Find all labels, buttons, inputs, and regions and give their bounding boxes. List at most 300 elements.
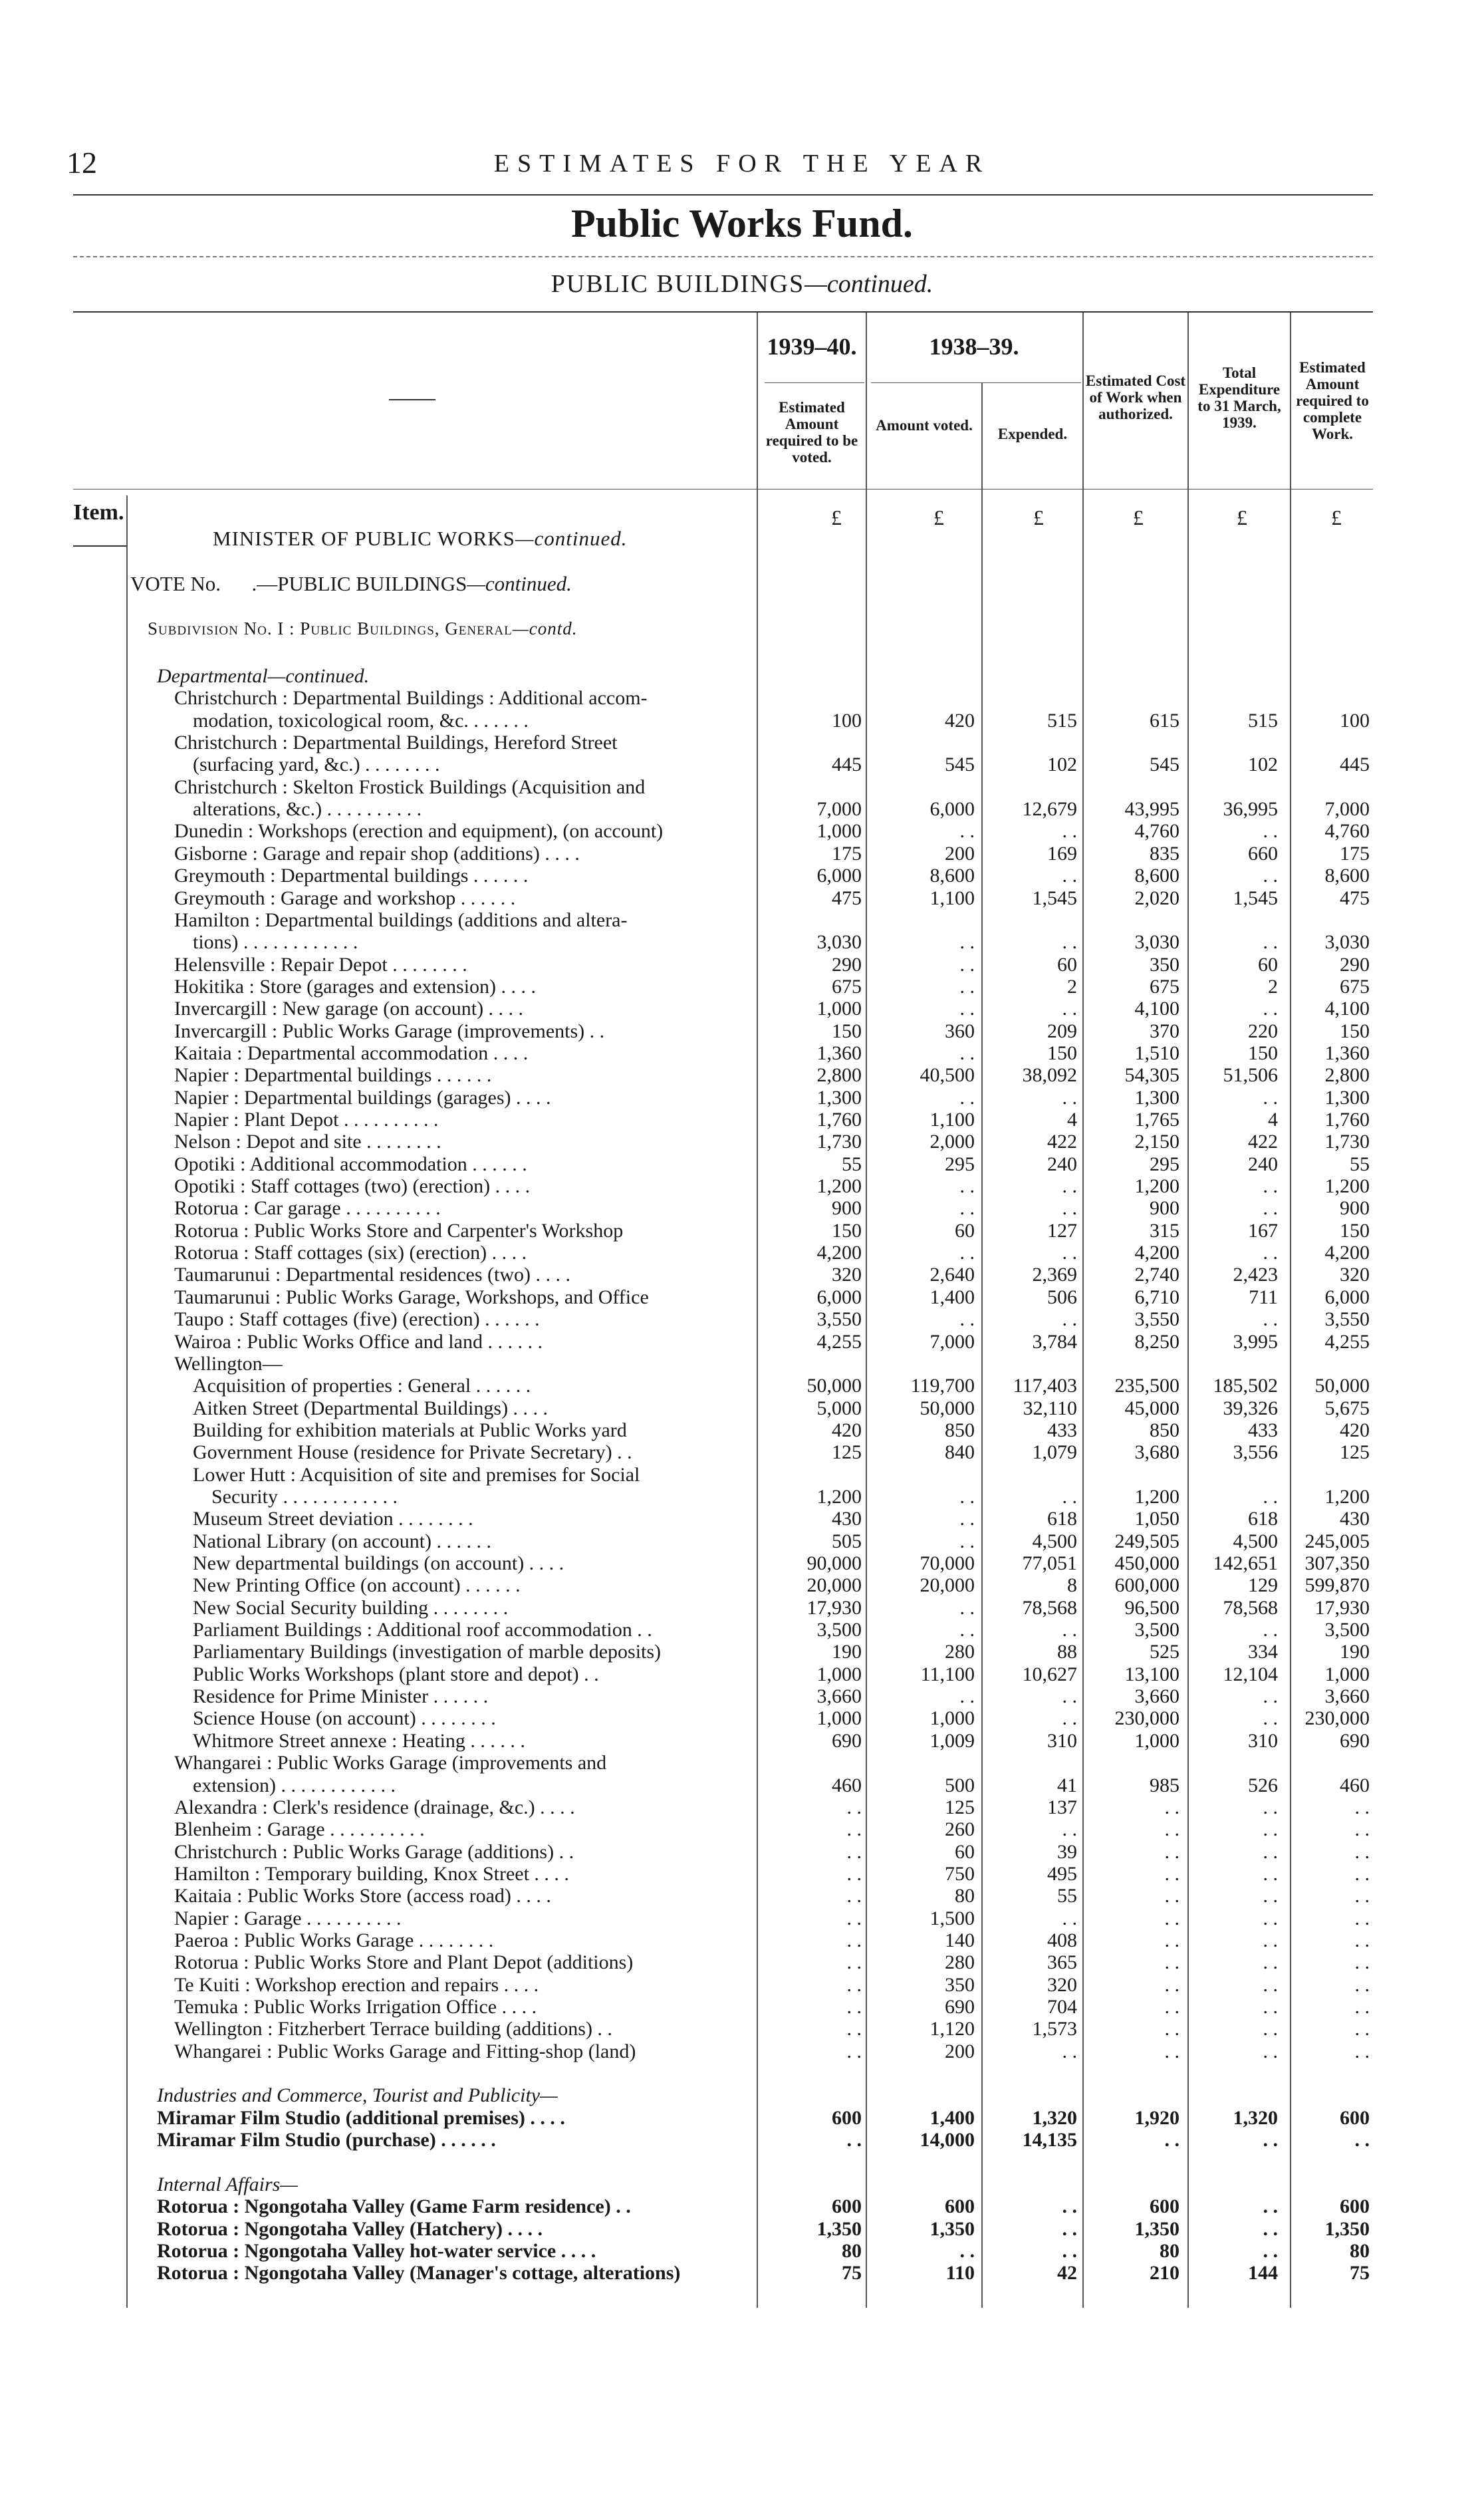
- currency-symbol: £: [1133, 505, 1144, 529]
- cell-est-complete: . .: [1354, 1862, 1370, 1885]
- cell-est-cost: . .: [1164, 1929, 1179, 1951]
- cell-est-required: 175: [832, 842, 862, 865]
- row-label: Hamilton : Departmental buildings (additions and altera-: [174, 908, 628, 931]
- currency-symbol: £: [1033, 505, 1044, 529]
- cell-est-required: . .: [846, 2040, 862, 2062]
- cell-est-complete: 420: [1340, 1419, 1370, 1441]
- cell-expended: . .: [1062, 2239, 1077, 2262]
- table-row: [0, 976, 1484, 998]
- cell-est-complete: 2,800: [1324, 1064, 1370, 1087]
- cell-est-cost: 350: [1150, 953, 1179, 976]
- row-label: Taumarunui : Departmental residences (two) . . . .: [174, 1264, 571, 1286]
- row-label: Opotiki : Additional accommodation . . . . . .: [174, 1153, 527, 1175]
- cell-est-complete: 600: [1340, 2195, 1370, 2218]
- cell-amount-voted: . .: [959, 1619, 975, 1641]
- row-label: Hokitika : Store (garages and extension) . . . .: [174, 975, 537, 998]
- cell-est-required: 55: [842, 1153, 862, 1175]
- cell-total-exp: . .: [1263, 2195, 1278, 2218]
- cell-est-required: . .: [846, 1862, 862, 1885]
- cell-total-exp: . .: [1263, 820, 1278, 843]
- cell-est-complete: 1,300: [1324, 1086, 1370, 1109]
- table-row: [0, 1308, 1484, 1330]
- subdivision-heading: [148, 619, 577, 639]
- cell-est-cost: 1,920: [1134, 2106, 1179, 2129]
- row-label: Wellington : Fitzherbert Terrace building (additions) . .: [174, 2018, 612, 2040]
- cell-expended: 12,679: [1022, 798, 1077, 821]
- cell-est-required: 1,350: [816, 2217, 862, 2240]
- page-number: 12: [66, 146, 97, 180]
- cell-expended: 1,320: [1032, 2106, 1077, 2129]
- cell-expended: 117,403: [1013, 1375, 1077, 1397]
- cell-amount-voted: 1,400: [929, 1286, 975, 1308]
- currency-symbol: £: [1237, 505, 1247, 529]
- year-1938-rule: [871, 382, 1081, 383]
- table-row: [0, 1885, 1484, 1907]
- cell-est-complete: . .: [1354, 2018, 1370, 2040]
- cell-est-complete: . .: [1354, 1929, 1370, 1951]
- cell-expended: 1,545: [1032, 887, 1077, 909]
- cell-est-cost: 3,680: [1134, 1441, 1179, 1464]
- row-label: Greymouth : Garage and workshop . . . . . .: [174, 887, 516, 909]
- cell-est-complete: 4,760: [1324, 820, 1370, 843]
- cell-est-complete: 460: [1340, 1774, 1370, 1796]
- cell-expended: 137: [1047, 1796, 1077, 1818]
- table-row: [0, 1929, 1484, 1951]
- cell-total-exp: . .: [1263, 1862, 1278, 1885]
- cell-est-cost: . .: [1164, 1862, 1179, 1885]
- cell-est-complete: 5,675: [1324, 1397, 1370, 1419]
- cell-expended: 42: [1057, 2262, 1077, 2285]
- cell-est-required: 460: [832, 1774, 862, 1796]
- cell-amount-voted: 360: [945, 1020, 975, 1042]
- cell-est-required: 100: [832, 709, 862, 732]
- cell-expended: 32,110: [1023, 1397, 1077, 1419]
- cell-expended: 4,500: [1032, 1530, 1077, 1552]
- cell-total-exp: . .: [1263, 1840, 1278, 1863]
- cell-amount-voted: . .: [959, 1175, 975, 1198]
- cell-total-exp: . .: [1263, 2217, 1278, 2240]
- cell-est-complete: 3,030: [1324, 931, 1370, 954]
- cell-est-required: 2,800: [816, 1064, 862, 1087]
- cell-est-required: . .: [846, 1885, 862, 1907]
- cell-amount-voted: . .: [959, 2239, 975, 2262]
- table-row: [0, 1974, 1484, 1996]
- cell-est-complete: . .: [1354, 1973, 1370, 1996]
- table-row: [0, 1020, 1484, 1042]
- row-label: Temuka : Public Works Irrigation Office . . . .: [174, 1996, 537, 2018]
- cell-amount-voted: 690: [945, 1996, 975, 2018]
- table-row: [0, 931, 1484, 953]
- cell-est-required: 3,030: [816, 931, 862, 954]
- cell-expended: . .: [1062, 1619, 1077, 1641]
- cell-est-complete: 290: [1340, 953, 1370, 976]
- running-head: ESTIMATES FOR THE YEAR: [493, 150, 991, 178]
- cell-est-complete: 600: [1340, 2106, 1370, 2129]
- cell-est-required: . .: [846, 1840, 862, 1863]
- row-label: Napier : Departmental buildings . . . . . .: [174, 1064, 492, 1087]
- row-label: Hamilton : Temporary building, Knox Street . . . .: [174, 1862, 569, 1885]
- cell-est-complete: 4,100: [1324, 998, 1370, 1020]
- cell-est-required: 5,000: [816, 1397, 862, 1419]
- col-expended: Expended.: [997, 426, 1068, 442]
- cell-total-exp: 526: [1248, 1774, 1278, 1796]
- cell-est-complete: 1,760: [1324, 1109, 1370, 1131]
- table-row: [0, 1286, 1484, 1308]
- cell-expended: 433: [1047, 1419, 1077, 1441]
- table-row: [0, 2173, 1484, 2195]
- year-1939-rule: [765, 382, 864, 383]
- cell-est-complete: 230,000: [1304, 1707, 1370, 1730]
- cell-total-exp: 618: [1248, 1508, 1278, 1530]
- row-label: extension) . . . . . . . . . . . .: [193, 1774, 396, 1796]
- table-row: [0, 1796, 1484, 1818]
- cell-est-cost: 295: [1150, 1153, 1179, 1175]
- cell-est-complete: 8,600: [1324, 865, 1370, 887]
- cell-est-cost: . .: [1164, 1996, 1179, 2018]
- table-row: [0, 1951, 1484, 1973]
- cell-total-exp: 142,651: [1213, 1552, 1278, 1574]
- cell-est-complete: 4,255: [1324, 1330, 1370, 1353]
- cell-est-cost: 315: [1150, 1219, 1179, 1242]
- cell-est-cost: . .: [1164, 1973, 1179, 1996]
- cell-amount-voted: . .: [959, 931, 975, 954]
- cell-amount-voted: . .: [959, 1308, 975, 1331]
- cell-est-required: . .: [846, 1951, 862, 1974]
- item-label: Item.: [73, 500, 124, 525]
- row-label: Napier : Plant Depot . . . . . . . . . .: [174, 1109, 439, 1131]
- currency-symbol: £: [831, 505, 842, 529]
- cell-est-cost: 1,000: [1134, 1729, 1179, 1752]
- cell-est-required: 1,000: [816, 1663, 862, 1685]
- row-label: Greymouth : Departmental buildings . . . . . .: [174, 865, 529, 887]
- cell-amount-voted: . .: [959, 820, 975, 843]
- cell-amount-voted: . .: [959, 1197, 975, 1220]
- currency-symbol: £: [1331, 505, 1342, 529]
- table-row: [0, 687, 1484, 709]
- cell-amount-voted: 11,100: [920, 1663, 975, 1685]
- cell-total-exp: 4: [1268, 1109, 1278, 1131]
- cell-amount-voted: 1,100: [929, 1109, 975, 1131]
- subtitle-main: PUBLIC BUILDINGS: [551, 270, 805, 298]
- row-label: Parliamentary Buildings (investigation of marble deposits): [193, 1641, 662, 1663]
- cell-est-required: 4,200: [816, 1242, 862, 1264]
- cell-est-required: 17,930: [806, 1596, 862, 1619]
- cell-est-required: . .: [846, 2129, 862, 2152]
- row-label: Christchurch : Skelton Frostick Buildings (Acquisition and: [174, 775, 646, 798]
- cell-est-cost: 3,550: [1134, 1308, 1179, 1331]
- cell-expended: 169: [1047, 842, 1077, 865]
- table-row: [0, 1996, 1484, 2018]
- cell-est-complete: . .: [1354, 1885, 1370, 1907]
- cell-est-required: 1,760: [816, 1109, 862, 1131]
- cell-est-complete: 125: [1340, 1441, 1370, 1464]
- cell-expended: . .: [1062, 1707, 1077, 1730]
- cell-est-required: 290: [832, 953, 862, 976]
- cell-est-cost: 1,350: [1134, 2217, 1179, 2240]
- cell-est-cost: 2,150: [1134, 1131, 1179, 1153]
- section-subtitle: [0, 269, 1484, 299]
- cell-amount-voted: 119,700: [910, 1375, 975, 1397]
- cell-expended: . .: [1062, 865, 1077, 887]
- cell-total-exp: 3,556: [1233, 1441, 1278, 1464]
- cell-est-complete: 430: [1340, 1508, 1370, 1530]
- cell-est-required: 20,000: [806, 1574, 862, 1597]
- cell-total-exp: . .: [1263, 1685, 1278, 1708]
- table-row: [0, 2062, 1484, 2084]
- cell-total-exp: 144: [1248, 2262, 1278, 2285]
- cell-est-required: . .: [846, 1796, 862, 1818]
- cell-total-exp: . .: [1263, 1707, 1278, 1730]
- cell-est-required: 6,000: [816, 1286, 862, 1308]
- cell-amount-voted: 1,400: [929, 2106, 975, 2129]
- cell-total-exp: 185,502: [1213, 1375, 1278, 1397]
- cell-est-cost: 8,250: [1134, 1330, 1179, 1353]
- cell-est-cost: 4,200: [1134, 1242, 1179, 1264]
- table-row: [0, 1752, 1484, 1774]
- table-row: [0, 1264, 1484, 1286]
- cell-total-exp: 39,326: [1223, 1397, 1278, 1419]
- row-label: (surfacing yard, &c.) . . . . . . . .: [193, 754, 440, 776]
- row-label: Te Kuiti : Workshop erection and repairs . . . .: [174, 1973, 539, 1996]
- table-row: [0, 1730, 1484, 1752]
- row-label: Departmental—continued.: [157, 665, 370, 687]
- cell-total-exp: 36,995: [1223, 798, 1278, 821]
- table-row: [0, 1641, 1484, 1663]
- table-row: [0, 2195, 1484, 2217]
- cell-est-complete: 3,500: [1324, 1619, 1370, 1641]
- cell-expended: . .: [1062, 931, 1077, 954]
- cell-est-cost: 835: [1150, 842, 1179, 865]
- cell-amount-voted: . .: [959, 998, 975, 1020]
- cell-est-complete: 445: [1340, 754, 1370, 776]
- cell-total-exp: 433: [1248, 1419, 1278, 1441]
- row-label: Rotorua : Public Works Store and Plant Depot (additions): [174, 1951, 634, 1974]
- cell-est-cost: 54,305: [1124, 1064, 1179, 1087]
- table-row: [0, 1552, 1484, 1574]
- cell-expended: . .: [1062, 1308, 1077, 1331]
- cell-expended: 365: [1047, 1951, 1077, 1974]
- cell-total-exp: . .: [1263, 931, 1278, 954]
- cell-amount-voted: . .: [959, 1086, 975, 1109]
- cell-est-required: 445: [832, 754, 862, 776]
- cell-amount-voted: 70,000: [920, 1552, 975, 1574]
- cell-amount-voted: . .: [959, 1242, 975, 1264]
- cell-est-cost: . .: [1164, 1796, 1179, 1818]
- cell-est-cost: . .: [1164, 1840, 1179, 1863]
- row-label: Blenheim : Garage . . . . . . . . . .: [174, 1818, 425, 1841]
- cell-amount-voted: 40,500: [920, 1064, 975, 1087]
- cell-est-required: 75: [842, 2262, 862, 2285]
- cell-total-exp: 711: [1249, 1286, 1278, 1308]
- cell-total-exp: . .: [1263, 1242, 1278, 1264]
- cell-expended: 209: [1047, 1020, 1077, 1042]
- cell-est-required: 1,200: [816, 1175, 862, 1198]
- cell-expended: . .: [1062, 1907, 1077, 1929]
- row-label: Aitken Street (Departmental Buildings) . . . .: [193, 1397, 549, 1419]
- cell-est-cost: 210: [1150, 2262, 1179, 2285]
- row-label: Public Works Workshops (plant store and depot) . .: [193, 1663, 599, 1685]
- subtitle-continued: —continued.: [804, 270, 933, 298]
- row-label: Acquisition of properties : General . . . . . .: [193, 1375, 531, 1397]
- row-label: Kaitaia : Departmental accommodation . . . .: [174, 1042, 529, 1064]
- row-label: Opotiki : Staff cottages (two) (erection) . . . .: [174, 1175, 531, 1198]
- table-row: [0, 1042, 1484, 1064]
- cell-est-cost: 3,500: [1134, 1619, 1179, 1641]
- cell-est-cost: 230,000: [1114, 1707, 1179, 1730]
- cell-expended: . .: [1062, 998, 1077, 1020]
- cell-amount-voted: 2,000: [929, 1131, 975, 1153]
- table-row: [0, 1486, 1484, 1508]
- cell-est-required: 430: [832, 1508, 862, 1530]
- cell-expended: . .: [1062, 1175, 1077, 1198]
- cell-est-complete: 3,550: [1324, 1308, 1370, 1331]
- cell-est-required: 3,660: [816, 1685, 862, 1708]
- row-label: Rotorua : Car garage . . . . . . . . . .: [174, 1197, 441, 1220]
- cell-total-exp: 12,104: [1223, 1663, 1278, 1685]
- cell-total-exp: . .: [1263, 1818, 1278, 1841]
- table-row: [0, 1685, 1484, 1707]
- cell-est-complete: 55: [1350, 1153, 1370, 1175]
- cell-est-complete: . .: [1354, 1996, 1370, 2018]
- cell-amount-voted: 1,120: [929, 2018, 975, 2040]
- table-top-rule: [73, 311, 1373, 313]
- cell-est-required: 1,000: [816, 1707, 862, 1730]
- stub-dash: [389, 399, 435, 400]
- cell-est-required: 1,730: [816, 1131, 862, 1153]
- cell-expended: . .: [1062, 1485, 1077, 1508]
- cell-est-required: . .: [846, 1973, 862, 1996]
- cell-amount-voted: 110: [945, 2262, 975, 2285]
- cell-est-cost: 80: [1160, 2239, 1179, 2262]
- header-rule: [73, 194, 1373, 196]
- cell-est-cost: . .: [1164, 2018, 1179, 2040]
- row-label: Wellington—: [174, 1352, 283, 1375]
- row-label: Paeroa : Public Works Garage . . . . . . . .: [174, 1929, 494, 1951]
- row-label: Rotorua : Ngongotaha Valley (Manager's cottage, alterations): [157, 2262, 681, 2285]
- cell-est-cost: 1,300: [1134, 1086, 1179, 1109]
- row-label: Christchurch : Departmental Buildings, Hereford Street: [174, 732, 618, 754]
- vote-heading-main: VOTE No. .—PUBLIC BUILDINGS: [130, 572, 467, 595]
- table-row: [0, 1530, 1484, 1552]
- cell-total-exp: . .: [1263, 1907, 1278, 1929]
- cell-total-exp: . .: [1263, 1086, 1278, 1109]
- cell-expended: 408: [1047, 1929, 1077, 1951]
- vote-heading-cont: —continued.: [467, 572, 572, 595]
- cell-est-complete: . .: [1354, 1796, 1370, 1818]
- cell-amount-voted: 14,000: [920, 2129, 975, 2152]
- cell-amount-voted: . .: [959, 1685, 975, 1708]
- fund-title: Public Works Fund.: [570, 202, 914, 245]
- cell-est-required: 7,000: [816, 798, 862, 821]
- year-1938-heading: 1938–39.: [929, 333, 1019, 360]
- cell-amount-voted: . .: [959, 1042, 975, 1064]
- cell-total-exp: . .: [1263, 2239, 1278, 2262]
- row-label: Lower Hutt : Acquisition of site and premises for Social: [193, 1463, 640, 1486]
- row-label: Napier : Departmental buildings (garages) . . . .: [174, 1086, 551, 1109]
- cell-amount-voted: 500: [945, 1774, 975, 1796]
- row-label: New Printing Office (on account) . . . . . .: [193, 1574, 521, 1597]
- row-label: alterations, &c.) . . . . . . . . . .: [193, 798, 422, 821]
- currency-symbol: £: [933, 505, 944, 529]
- subdivision-heading-main: Subdivision No. I : Public Buildings, General: [148, 619, 513, 638]
- cell-total-exp: . .: [1263, 2018, 1278, 2040]
- table-row: [0, 1464, 1484, 1486]
- cell-total-exp: 60: [1258, 953, 1278, 976]
- row-label: Rotorua : Ngongotaha Valley (Hatchery) . . . .: [157, 2217, 543, 2240]
- cell-amount-voted: 420: [945, 709, 975, 732]
- cell-est-required: 505: [832, 1530, 862, 1552]
- cell-est-required: . .: [846, 1996, 862, 2018]
- row-label: Taumarunui : Public Works Garage, Workshops, and Office: [174, 1286, 649, 1308]
- table-row: [0, 1441, 1484, 1463]
- cell-est-cost: 235,500: [1114, 1375, 1179, 1397]
- cell-total-exp: . .: [1263, 1485, 1278, 1508]
- cell-total-exp: . .: [1263, 1996, 1278, 2018]
- cell-est-complete: 1,730: [1324, 1131, 1370, 1153]
- subdivision-heading-cont: —contd.: [512, 619, 578, 638]
- cell-expended: 506: [1047, 1286, 1077, 1308]
- table-row: [0, 2018, 1484, 2040]
- cell-est-cost: 545: [1150, 754, 1179, 776]
- table-row: [0, 865, 1484, 887]
- cell-est-cost: 370: [1150, 1020, 1179, 1042]
- table-row: [0, 1109, 1484, 1131]
- cell-est-complete: . .: [1354, 1840, 1370, 1863]
- cell-expended: . .: [1062, 820, 1077, 843]
- table-row: [0, 710, 1484, 732]
- cell-est-complete: 320: [1340, 1264, 1370, 1286]
- cell-total-exp: . .: [1263, 2040, 1278, 2062]
- table-row: [0, 1087, 1484, 1109]
- cell-total-exp: . .: [1263, 1197, 1278, 1220]
- cell-total-exp: . .: [1263, 1175, 1278, 1198]
- table-row: [0, 798, 1484, 820]
- cell-est-required: 690: [832, 1729, 862, 1752]
- cell-amount-voted: 8,600: [929, 865, 975, 887]
- table-row: [0, 2240, 1484, 2262]
- cell-est-required: 3,550: [816, 1308, 862, 1331]
- cell-expended: 8: [1067, 1574, 1077, 1597]
- cell-est-cost: . .: [1164, 1818, 1179, 1841]
- table-row: [0, 1131, 1484, 1153]
- cell-expended: 4: [1067, 1109, 1077, 1131]
- row-label: National Library (on account) . . . . . .: [193, 1530, 492, 1552]
- cell-total-exp: 334: [1248, 1641, 1278, 1663]
- table-row: [0, 1574, 1484, 1596]
- cell-total-exp: 1,320: [1233, 2106, 1278, 2129]
- cell-expended: 77,051: [1022, 1552, 1077, 1574]
- row-label: Security . . . . . . . . . . . .: [211, 1485, 398, 1508]
- cell-est-cost: 1,200: [1134, 1175, 1179, 1198]
- cell-est-cost: . .: [1164, 1885, 1179, 1907]
- cell-total-exp: . .: [1263, 1973, 1278, 1996]
- table-row: [0, 1175, 1484, 1197]
- cell-est-cost: 1,200: [1134, 1485, 1179, 1508]
- row-label: Christchurch : Departmental Buildings : Additional accom-: [174, 687, 648, 710]
- cell-est-required: 80: [842, 2239, 862, 2262]
- cell-est-complete: 150: [1340, 1020, 1370, 1042]
- row-label: Napier : Garage . . . . . . . . . .: [174, 1907, 402, 1929]
- cell-est-complete: . .: [1354, 2040, 1370, 2062]
- table-row: [0, 754, 1484, 775]
- row-label: Museum Street deviation . . . . . . . .: [193, 1508, 473, 1530]
- cell-amount-voted: 280: [945, 1641, 975, 1663]
- cell-est-required: . .: [846, 1929, 862, 1951]
- table-row: [0, 2151, 1484, 2173]
- cell-est-required: 90,000: [806, 1552, 862, 1574]
- vote-heading: [130, 572, 572, 596]
- cell-est-complete: 900: [1340, 1197, 1370, 1220]
